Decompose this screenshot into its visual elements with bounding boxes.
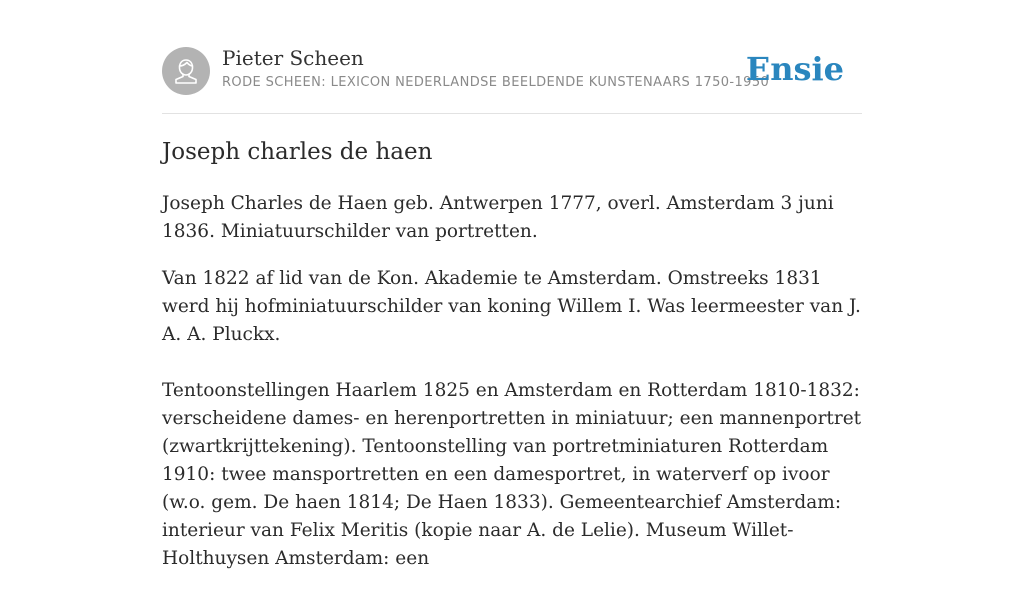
article-paragraph: Van 1822 af lid van de Kon. Akademie te Amsterdam. Omstreeks 1831 werd hij hofminiatuurschilder van koning Willem I. Was leermeester van J. A. A. Pluckx. [162,268,861,345]
article-paragraph: Joseph Charles de Haen geb. Antwerpen 1777, overl. Amsterdam 3 juni 1836. Miniatuurschilder van portretten. [162,193,834,242]
article-title: Joseph charles de haen [162,139,433,165]
user-icon [162,47,210,95]
author-avatar[interactable] [162,47,210,95]
article-header [162,0,862,114]
article-paragraph: Tentoonstellingen Haarlem 1825 en Amsterdam en Rotterdam 1810-1832: verscheidene dames- en herenportretten in miniatuur; een mannenportret (zwartkrijttekening). Tentoonstelling van portretminiaturen Rotterdam 1910: twee mansportretten en een damesportret, in waterverf op ivoor (w.o. gem. De haen 1814; De Haen 1833). Gemeentearchief Amsterdam: interieur van Felix Meritis (kopie naar A. de Lelie). Museum Willet-Holthuysen Amsterdam: een [162,380,862,569]
ensie-logo[interactable]: Ensie [745,50,844,88]
author-name[interactable]: Pieter Scheen [222,46,364,70]
article-body [162,190,862,592]
content-container [162,0,862,569]
source-title[interactable]: RODE SCHEEN: LEXICON NEDERLANDSE BEELDENDE KUNSTENAARS 1750-1950 [222,75,770,90]
